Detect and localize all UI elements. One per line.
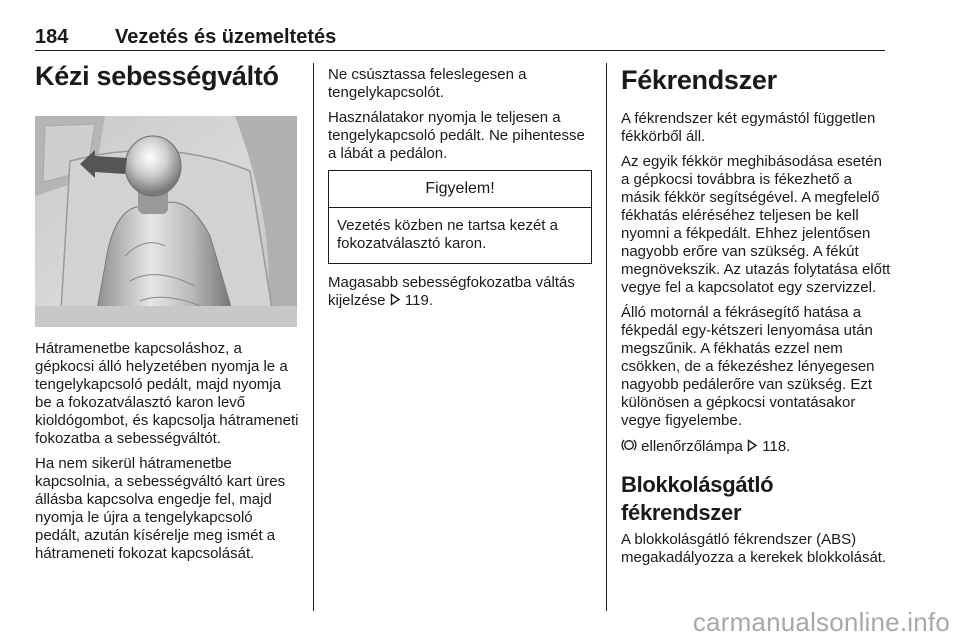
column-divider-2: [606, 63, 607, 611]
warning-lamp-page-ref: 118.: [762, 438, 791, 455]
column-3: [621, 64, 891, 574]
shift-indicator-page-ref: 119.: [404, 292, 433, 309]
paragraph-reverse-gear: Hátramenetbe kapcsoláshoz, a gépkocsi álló helyzetében nyomja le a tengelykapcsoló pedált, majd nyomja be a fokozatválasztó karon levő kioldógombot, és kapcsolja hátrameneti fokozatba a sebességváltót.: [35, 340, 299, 447]
column-2: [328, 66, 592, 317]
page-header: [35, 26, 885, 52]
paragraph-clutch-slip: Ne csúsztassa feleslegesen a tengelykapcsolót.: [328, 66, 527, 101]
gear-lever-illustration: [35, 116, 297, 327]
section-heading-manual-transmission: Kézi sebességváltó: [35, 61, 279, 91]
column-1-body: [35, 340, 300, 570]
shift-indicator-text: Magasabb sebességfokozatba váltás kijelzése: [328, 274, 575, 309]
paragraph-brake-servo: Álló motornál a fékrásegítő hatása a fékpedál egy-kétszeri lenyomása után megszűnik. A fékhatás ezzel nem csökken, de a fékezéshez lényegesen nagyobb pedálerőre van szükség. Ezt különösen a gépkocsi vontatásakor vegye figyelembe.: [621, 304, 875, 429]
paragraph-abs: A blokkolásgátló fékrendszer (ABS) megakadályozza a kerekek blokkolását.: [621, 531, 887, 566]
paragraph-warning-lamp: [621, 437, 891, 456]
warning-text: Vezetés közben ne tartsa kezét a fokozatválasztó karon.: [337, 217, 558, 252]
column-divider-1: [313, 63, 314, 611]
header-rule: [35, 50, 885, 51]
running-title: Vezetés és üzemeltetés: [115, 26, 337, 48]
page-number: 184: [35, 26, 69, 48]
paragraph-reverse-retry: Ha nem sikerül hátramenetbe kapcsolnia, a sebességváltó kart üres állásba kapcsolva engedje fel, majd nyomja le újra a tengelykapcsoló pedált, azután kísérelje meg ismét a hátrameneti fokozat kapcsolását.: [35, 455, 286, 562]
paragraph-circuit-failure: Az egyik fékkör meghibásodása esetén a gépkocsi továbbra is fékezhető a másik fékkör segítségével. A megfelelő fékhatás eléréséhez teljesen be kell nyomni a fékpedált. Ehhez jelentősen nagyobb erőre van szükség. A fékút megnövekszik. Az utazás folytatása előtt vegye fel a kapcsolatot egy szervizzel.: [621, 153, 891, 296]
page-reference-icon: [390, 293, 401, 306]
watermark: carmanualsonline.info: [692, 607, 950, 637]
paragraph-brake-circuits: A fékrendszer két egymástól független fékkörből áll.: [621, 110, 876, 145]
paragraph-clutch-use: Használatakor nyomja le teljesen a tengelykapcsoló pedált. Ne pihentesse a lábát a pedálon.: [328, 109, 585, 162]
section-heading-brakes: Fékrendszer: [621, 65, 777, 95]
page-reference-icon: [747, 439, 758, 452]
brake-warning-lamp-icon: [621, 437, 637, 453]
paragraph-shift-indicator: [328, 274, 592, 310]
warning-box: [328, 170, 592, 264]
column-1: [35, 60, 300, 92]
warning-title: Figyelem!: [329, 171, 591, 208]
warning-lamp-text: ellenőrzőlámpa: [641, 438, 743, 455]
section-heading-abs: Blokkolásgátló fékrendszer: [621, 472, 774, 525]
